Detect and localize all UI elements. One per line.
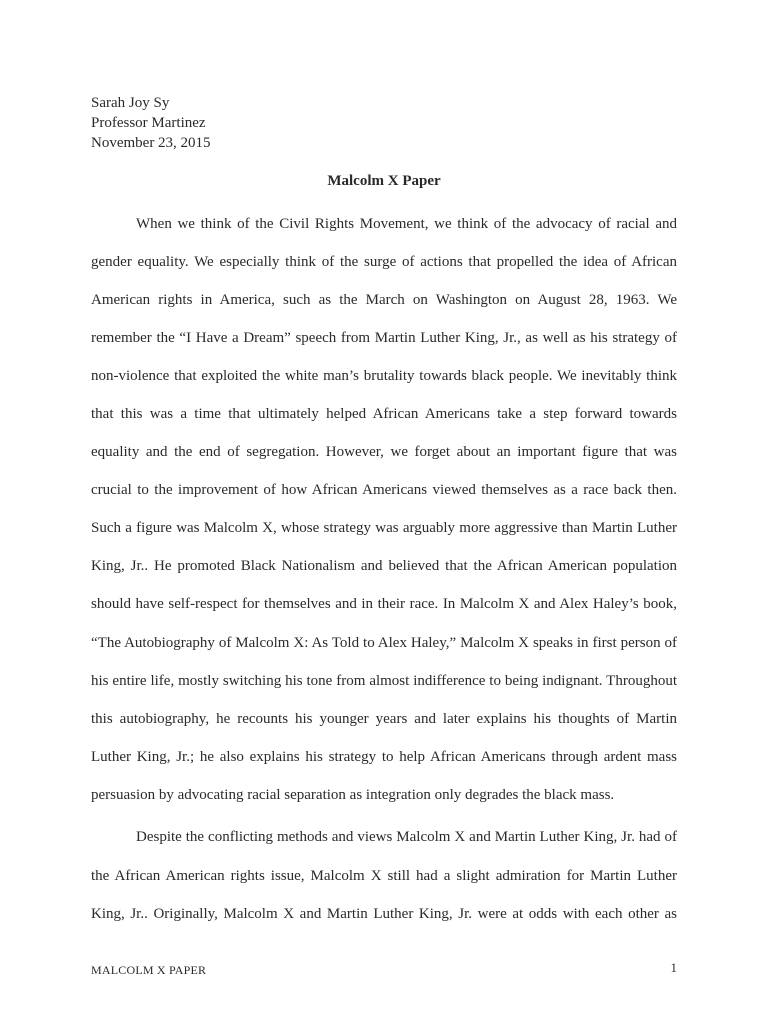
page-number: 1	[670, 960, 677, 975]
body-line: American rights in America, such as the March on Washington on August 28, 1963. We	[91, 292, 677, 308]
body-line: his entire life, mostly switching his tone from almost indifference to being indignant. Throughout	[91, 673, 677, 689]
body-line: “The Autobiography of Malcolm X: As Told to Alex Haley,” Malcolm X speaks in first person of	[91, 635, 677, 651]
body-line: crucial to the improvement of how African Americans viewed themselves as a race back then.	[91, 482, 677, 498]
body-line: equality and the end of segregation. However, we forget about an important figure that was	[91, 444, 677, 460]
paper-title: Malcolm X Paper	[327, 173, 441, 189]
body-line: this autobiography, he recounts his younger years and later explains his thoughts of Martin	[91, 711, 677, 727]
body-line: remember the “I Have a Dream” speech from Martin Luther King, Jr., as well as his strategy of	[91, 330, 677, 346]
body-line: King, Jr.. He promoted Black Nationalism and believed that the African American population	[91, 558, 677, 574]
paper-date: November 23, 2015	[91, 135, 211, 151]
instructor-name: Professor Martinez	[91, 115, 206, 131]
body-line: that this was a time that ultimately helped African Americans take a step forward towards	[91, 406, 677, 422]
body-line: should have self-respect for themselves and in their race. In Malcolm X and Alex Haley’s book,	[91, 596, 677, 612]
body-line: When we think of the Civil Rights Movement, we think of the advocacy of racial and	[136, 216, 677, 232]
body-line: gender equality. We especially think of the surge of actions that propelled the idea of African	[91, 254, 677, 270]
author-name: Sarah Joy Sy	[91, 95, 170, 111]
heading-block	[91, 93, 211, 153]
body-line: the African American rights issue, Malcolm X still had a slight admiration for Martin Luther	[91, 868, 677, 884]
running-head: MALCOLM X PAPER	[91, 963, 207, 977]
body-line: non-violence that exploited the white man’s brutality towards black people. We inevitably think	[91, 368, 677, 384]
body-line: King, Jr.. Originally, Malcolm X and Martin Luther King, Jr. were at odds with each other as	[91, 906, 677, 922]
body-line: Such a figure was Malcolm X, whose strategy was arguably more aggressive than Martin Luther	[91, 520, 677, 536]
body-line: persuasion by advocating racial separation as integration only degrades the black mass.	[91, 787, 615, 803]
body-line: Despite the conflicting methods and views Malcolm X and Martin Luther King, Jr. had of	[136, 829, 677, 845]
body-line: Luther King, Jr.; he also explains his strategy to help African Americans through ardent mass	[91, 749, 677, 765]
